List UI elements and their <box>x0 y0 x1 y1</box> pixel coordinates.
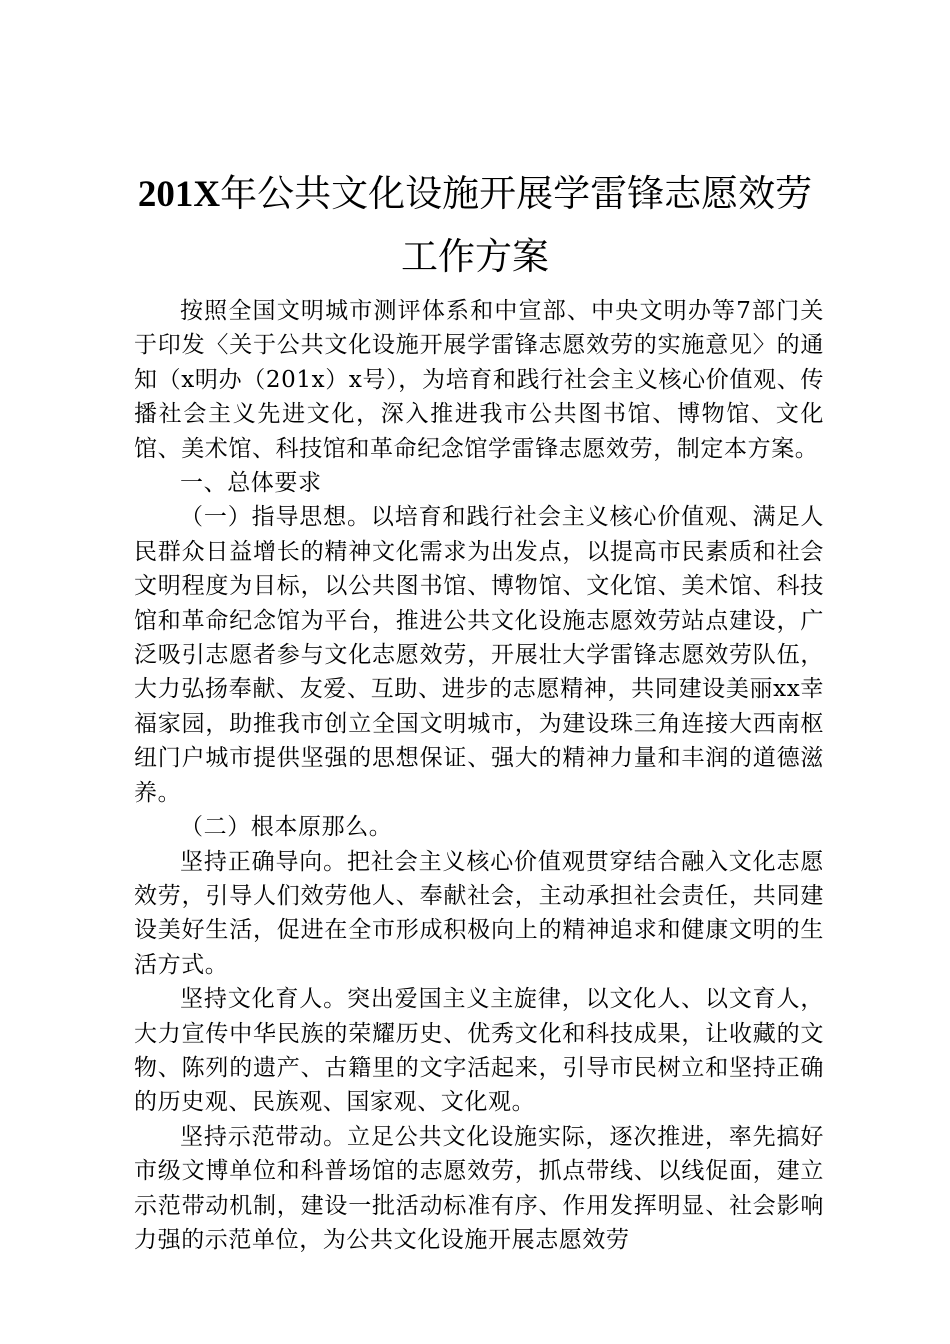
section-heading-general-requirements: 一、总体要求 <box>180 470 322 497</box>
document-body <box>134 294 824 1257</box>
principle-cultural-education: 坚持文化育人。突出爱国主义主旋律，以文化人、以文育人，大力宣传中华民族的荣耀历史、优秀文化和科技成果，让收藏的文物、陈列的遗产、古籍里的文字活起来，引导市民树立和坚持正确的历史观、民族观、国家观、文化观。 <box>134 986 824 1116</box>
principle-demonstration: 坚持示范带动。立足公共文化设施实际，逐次推进，率先搞好市级文博单位和科普场馆的志愿效劳，抓点带线、以线促面，建立示范带动机制，建设一批活动标准有序、作用发挥明显、社会影响力强的示范单位，为公共文化设施开展志愿效劳 <box>134 1123 824 1253</box>
document-title-text: 年公共文化设施开展学雷锋志愿效劳工作方案 <box>220 172 813 278</box>
basic-principles-heading: （二）根本原那么。 <box>180 814 393 841</box>
document-title <box>120 163 830 288</box>
principle-correct-orientation: 坚持正确导向。把社会主义核心价值观贯穿结合融入文化志愿效劳，引导人们效劳他人、奉献社会，主动承担社会责任，共同建设美好生活，促进在全市形成积极向上的精神追求和健康文明的生活方式。 <box>134 848 824 978</box>
document-title-year: 201X <box>137 174 221 215</box>
guiding-ideology-paragraph: （一）指导思想。以培育和践行社会主义核心价值观、满足人民群众日益增长的精神文化需求为出发点，以提高市民素质和社会文明程度为目标，以公共图书馆、博物馆、文化馆、美术馆、科技馆和革命纪念馆为平台，推进公共文化设施志愿效劳站点建设，广泛吸引志愿者参与文化志愿效劳，开展壮大学雷锋志愿效劳队伍，大力弘扬奉献、友爱、互助、进步的志愿精神，共同建设美丽xx幸福家园，助推我市创立全国文明城市，为建设珠三角连接大西南枢纽门户城市提供坚强的思想保证、强大的精神力量和丰润的道德滋养。 <box>134 504 824 806</box>
intro-paragraph: 按照全国文明城市测评体系和中宣部、中央文明办等7部门关于印发〈关于公共文化设施开展学雷锋志愿效劳的实施意见〉的通知（x明办（201x）x号），为培育和践行社会主义核心价值观、传播社会主义先进文化，深入推进我市公共图书馆、博物馆、文化馆、美术馆、科技馆和革命纪念馆学雷锋志愿效劳，制定本方案。 <box>134 298 824 462</box>
